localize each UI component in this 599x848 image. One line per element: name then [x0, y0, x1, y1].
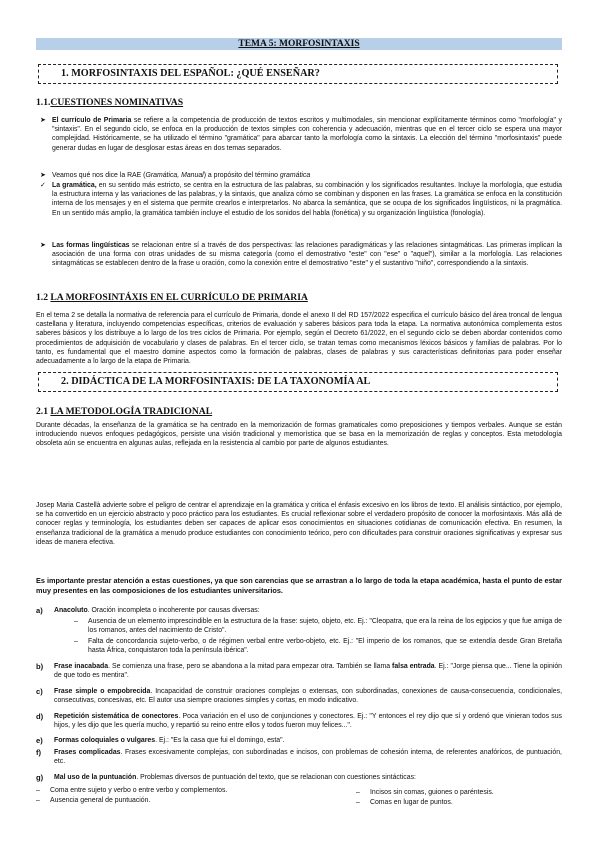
bullet-lead: Las formas lingüísticas	[52, 242, 130, 249]
paragraph-1-2: En el tema 2 se detalla la normativa de referencia para el currículo de Primaria, donde el anexo II del RD 157/2022 especifica el currículo básico del área troncal de lengua castellana y literatura, incluyendo competencias específicas, criterios de evaluación y saberes básicos para toda la etapa. La normativa autonómica complementa estos saberes básicos y los distribuye a lo largo de los tres ciclos de Primaria. Por ejemplo, según el Decreto 61/2022, en el segundo ciclo se deben abordar contenidos como procedimientos de adquisición de vocabulario y clases de palabras. En el tercer ciclo, se tratan temas como mecanismos léxicos básicos y familias de palabras. Por lo tanto, es fundamental que el maestro domine aspectos como la formación de palabras, clases de palabras y sus características definitorias para poder enseñar adecuadamente a lo largo de la etapa de Primaria.	[36, 312, 562, 366]
sublist-item-g1: – Coma entre sujeto y verbo o entre verbo y complementos.	[36, 787, 228, 794]
list-item-f: f) Frases complicadas. Frases excesivamente complejas, con subordinadas e incisos, con problemas de cohesión interna, de referentes anafóricos, de puntuación, etc.	[36, 748, 562, 766]
section-1-heading: 1. MORFOSINTAXIS DEL ESPAÑOL: ¿QUÉ ENSEÑAR?	[38, 64, 558, 84]
bullet-text: se refiere a la competencia de producción de textos escritos y multimodales, sin mencionar explícitamente términos como "morfología" y "sintaxis". En el segundo ciclo, se enfoca en la producción de textos simples con coherencia y adecuación, mientras que en el tercer ciclo se espera una mayor complejidad. Históricamente, se ha utilizado el término "gramática" para abarcar tanto la morfología como la sintaxis. La elección del término "morfosintaxis" puede generar dudas en lugar de desglosar estas áreas en dos temas separados.	[52, 117, 563, 152]
arrow-bullet-icon: ➤	[40, 117, 46, 124]
bullet-gramatica	[40, 181, 562, 218]
sublist-item-g2: – Ausencia general de puntuación.	[36, 797, 151, 804]
arrow-bullet-icon: ➤	[40, 242, 46, 249]
subsection-1-2-heading: 1.2 LA MORFOSINTÁXIS EN EL CURRÍCULO DE PRIMARIA	[36, 292, 308, 303]
check-bullet-icon: ✓	[40, 182, 46, 189]
list-item-b: b) Frase inacabada. Se comienza una frase, pero se abandona a la mitad para empezar otra. También se llama falsa entrada. Ej.: "Jorge piensa que... Tiene la opinión de que todo es mentira".	[36, 662, 562, 680]
bullet-text: en su sentido más estricto, se centra en la estructura de las palabras, su combinación y los significados resultantes. Incluye la morfología, que estudia la estructura interna y las variaciones de las palabras, y la sintaxis, que analiza cómo se combinan y disponen en las frases. La gramática se enfoca en la constitución interna de los mensajes y en el sistema que permite crearlos e interpretarlos. No abarca la semántica, que se ocupa de los significados lingüísticos, ni la pragmática. En un sentido más amplio, la gramática también incluye el estudio de los sonidos del habla (fonética) y su organización lingüística (fonología).	[52, 182, 562, 217]
paragraph-2-1-emphasis: Es importante prestar atención a estas cuestiones, ya que son carencias que se arrastran a lo largo de toda la etapa académica, hasta el punto de estar muy presentes en las composiciones de los estudiantes universitarios.	[36, 576, 562, 595]
subsection-1-1-heading	[36, 97, 183, 109]
sublist-item-g4: – Comas en lugar de puntos.	[356, 799, 453, 806]
sublist-item-g3: – Incisos sin comas, guiones o paréntesis.	[356, 789, 494, 796]
page-title: TEMA 5: MORFOSINTAXIS	[36, 38, 562, 50]
list-item-a: a) Anacoluto. Oración incompleta o incoherente por causas diversas:	[36, 606, 260, 615]
subsection-number: 1.1.	[36, 97, 51, 108]
sublist-item-a1: – Ausencia de un elemento imprescindible en la estructura de la frase: sujeto, objeto, etc. Ej.: "Cleopatra, que era la reina de los egipcios y que fue amiga de los romanos, antes del nacimiento de Cristo".	[74, 618, 562, 635]
bullet-rae: ➤ Veamos qué nos dice la RAE (Gramática, Manual) a propósito del término gramática	[40, 172, 311, 179]
subsection-title: CUESTIONES NOMINATIVAS	[50, 97, 184, 108]
bullet-curriculo	[40, 116, 562, 153]
bullet-text: se relacionan entre sí a través de dos perspectivas: las relaciones paradigmáticas y las relaciones sintagmáticas. Las primeras implican la asociación de una forma con otras unidades de su misma categoría (como el demostrativo "este" con "ese" o "aquel"), similar a la morfología. Las relaciones sintagmáticas se establecen dentro de la frase u oración, como la conexión entre el demostrativo "este" y el sustantivo "niño", correspondiendo a la sintaxis.	[52, 242, 562, 268]
paragraph-2-1-b: Josep Maria Castellà advierte sobre el peligro de centrar el aprendizaje en la gramática y critica el énfasis excesivo en los libros de texto. El análisis sintáctico, por ejemplo, se ha convertido en un ejercicio abstracto y poco práctico para los estudiantes. Es crucial reflexionar sobre el verdadero propósito de conocer la morfosintaxis. Más allá de conocer reglas y terminología, los estudiantes deben ser capaces de aplicar esos conocimientos en situaciones cotidianas de comunicación efectiva. En resumen, la enseñanza tradicional de la gramática a menudo produce estudiantes con conocimiento teórico, pero con dificultades para construir oraciones significativas y expresar sus ideas de manera efectiva.	[36, 502, 562, 546]
list-item-c: c) Frase simple o empobrecida. Incapacidad de construir oraciones complejas o extensas, con subordinadas, conexiones de causa-consecuencia, condicionales, consecutivas, concesivas, etc. El autor usa siempre oraciones simples y cortas, en modo indicativo.	[36, 687, 562, 705]
arrow-bullet-icon: ➤	[40, 172, 46, 179]
list-item-e: e) Formas coloquiales o vulgares. Ej.: "Es la casa que fui el domingo, esta".	[36, 736, 285, 745]
bullet-formas	[40, 241, 562, 269]
sublist-item-a2: – Falta de concordancia sujeto-verbo, o de régimen verbal entre verbo-objeto, etc. Ej.: "El imperio de los romanos, que se extendía desde Gran Bretaña hasta África, conquistaron toda la península ibérica".	[74, 638, 562, 655]
subsection-2-1-heading: 2.1 LA METODOLOGÍA TRADICIONAL	[36, 406, 213, 417]
section-2-heading: 2. DIDÁCTICA DE LA MORFOSINTAXIS: DE LA TAXONOMÍA AL	[38, 372, 558, 392]
list-item-d: d) Repetición sistemática de conectores. Poca variación en el uso de conjunciones y conectores. Ej.: "Y entonces el rey dijo que sí y ordenó que vinieran todos sus hijos, y les dijo que les quería mucho, y repartió su reino entre ellos y todos fueron muy felices...".	[36, 712, 562, 730]
list-item-g: g) Mal uso de la puntuación. Problemas diversos de puntuación del texto, que se relacionan con cuestiones sintácticas:	[36, 773, 416, 782]
paragraph-2-1-a: Durante décadas, la enseñanza de la gramática se ha centrado en la memorización de formas gramaticales como preposiciones y tiempos verbales. Aunque se están introduciendo nuevos enfoques pedagógicos, persiste una visión tradicional y memorística que se basa en la memorización de reglas y conceptos. Esta metodología obsoleta aún se encuentra en algunas aulas, reflejada en la resistencia al cambio por parte de algunos estudiantes.	[36, 422, 562, 448]
bullet-lead: El currículo de Primaria	[52, 117, 132, 124]
bullet-lead: La gramática,	[52, 182, 97, 189]
